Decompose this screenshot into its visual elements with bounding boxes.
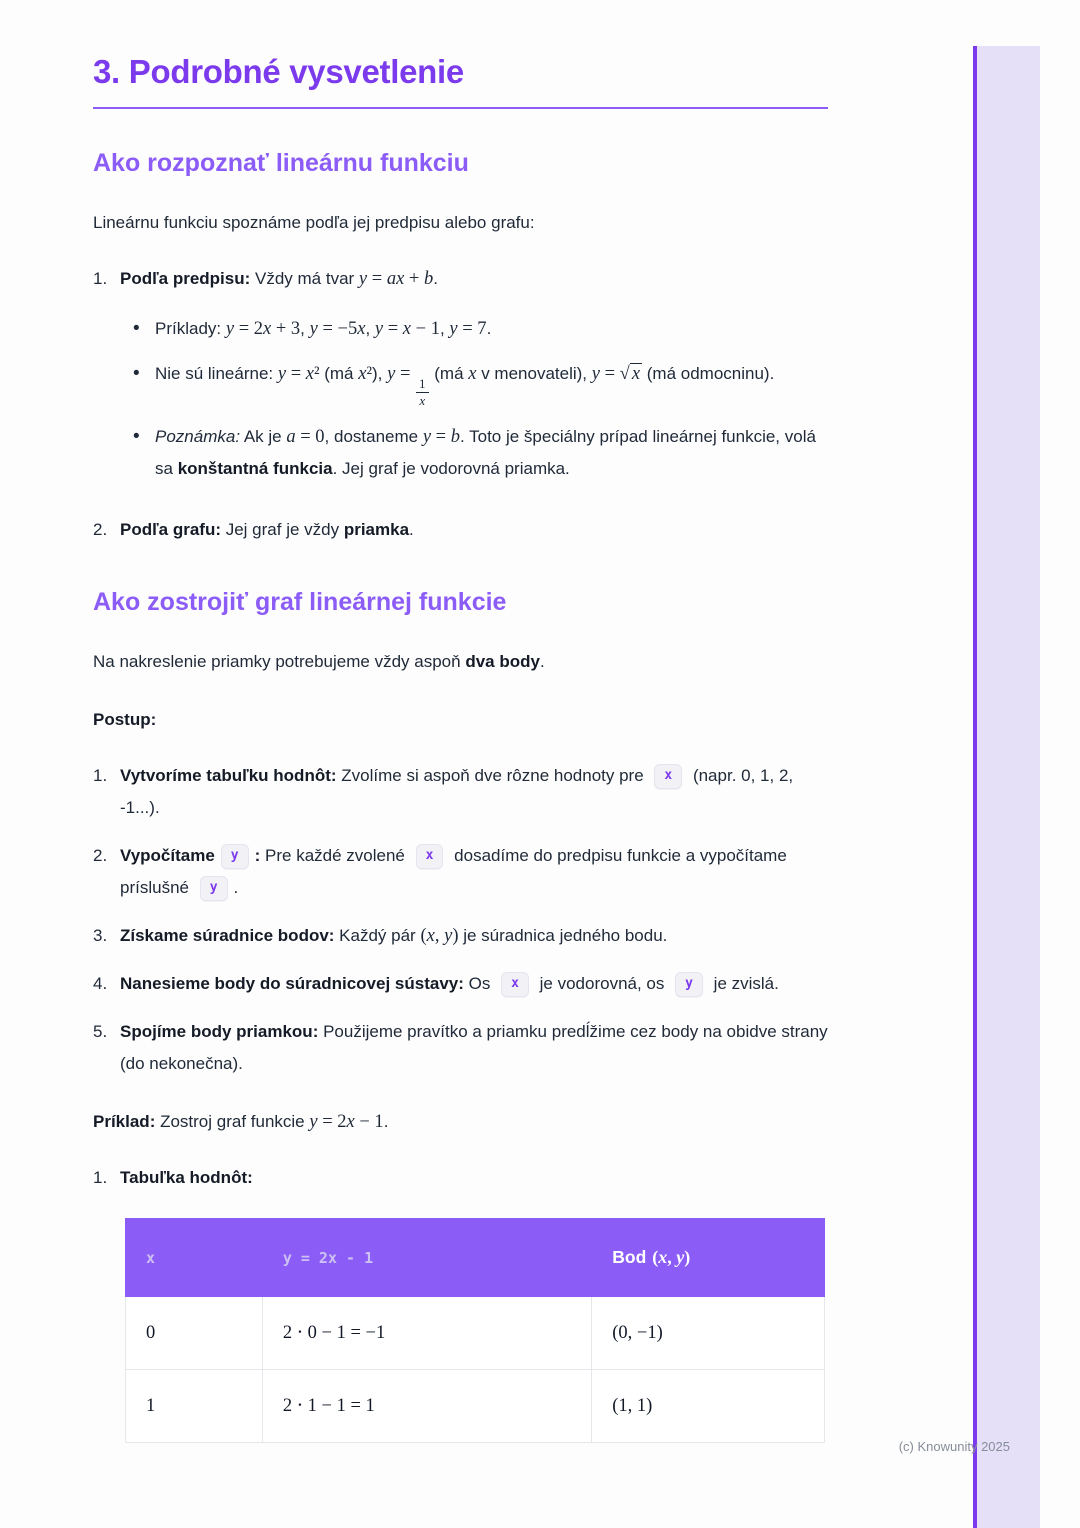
bullet-body <box>155 421 830 485</box>
step-item-4 <box>93 968 830 1000</box>
fraction-denominator: x <box>419 392 426 408</box>
step-item-2 <box>93 840 830 904</box>
table-header-x <box>126 1219 263 1297</box>
bold-label: Vypočítame <box>120 846 215 866</box>
bold-label: Vytvoríme tabuľku hodnôt: <box>120 766 337 786</box>
sub-bullet-list <box>120 313 830 485</box>
list-number: 1. <box>93 766 108 786</box>
header-code-x: x <box>146 1248 156 1267</box>
bullet-marker <box>133 421 155 485</box>
step-body <box>120 920 830 952</box>
text-run: . <box>409 520 414 540</box>
text-run: (má odmocninu). <box>642 364 775 383</box>
text-run: v menovateli), <box>476 364 592 383</box>
text-run: , dostaneme <box>324 427 423 447</box>
fraction <box>416 376 429 408</box>
bold-term: priamka <box>343 520 410 540</box>
radicand: x <box>631 364 641 384</box>
bold-label: Tabuľka hodnôt: <box>120 1168 253 1188</box>
text-run: Každý pár <box>334 926 421 946</box>
text-run: . Toto je špeciálny prípad lineárnej funkcie, volá sa <box>155 427 816 479</box>
bold-label: Postup: <box>93 710 157 730</box>
content-column <box>93 52 830 1443</box>
title-underline <box>93 107 828 109</box>
text-run: . Jej graf je vodorovná priamka. <box>332 459 570 479</box>
code-badge-y: y <box>200 876 228 901</box>
bullet-item-not-linear <box>133 358 830 408</box>
intro-paragraph: Lineárnu funkciu spoznáme podľa jej predpisu alebo grafu: <box>93 213 535 232</box>
code-badge-y: y <box>221 844 249 869</box>
math-expression: y = 2x + 3 <box>225 319 301 339</box>
bold-label: Príklad: <box>93 1112 156 1132</box>
code-badge-x: x <box>416 844 444 869</box>
text-run: . <box>539 652 545 672</box>
bullet-body <box>155 358 830 408</box>
text-run: Vždy má tvar <box>250 269 359 288</box>
math-expression: y = b <box>422 427 460 448</box>
text-run: Jej graf je vždy <box>221 520 344 540</box>
math-expression: (x, y) <box>420 926 459 947</box>
math-expression: y = x² <box>277 364 320 384</box>
header-code-formula: y = 2x - 1 <box>282 1248 374 1267</box>
step-body <box>120 1016 830 1080</box>
step-item-3 <box>93 920 830 952</box>
table-label-item <box>93 1162 830 1194</box>
table-header-row <box>126 1219 825 1297</box>
bold-term: dva body <box>465 652 540 672</box>
text-run: Pre každé zvolené <box>260 846 410 866</box>
text-run: . <box>383 1112 389 1132</box>
math-expression: y = x − 1 <box>374 319 440 339</box>
recognize-list <box>93 263 830 546</box>
math-expression: y = 7 <box>449 319 487 339</box>
list-number: 4. <box>93 974 108 994</box>
bullet-item-note <box>133 421 830 485</box>
text-run <box>120 269 438 288</box>
cell-bod: (0, −1) <box>592 1297 825 1370</box>
header-bod-label: Bod <box>612 1247 647 1268</box>
bold-term: konštantná funkcia <box>177 459 333 479</box>
bold-colon: : <box>254 846 261 866</box>
list-number: 3. <box>93 926 108 946</box>
text-run: dosadíme do predpisu funkcie a vypočítame príslušné <box>120 846 787 898</box>
header-bod-math: (x, y) <box>652 1247 691 1268</box>
section-heading-recognize: Ako rozpoznať lineárnu funkciu <box>93 149 469 177</box>
text-run: je zvislá. <box>708 974 779 994</box>
text-run: (napr. 0, 1, 2, -1...). <box>120 766 794 818</box>
text-run: Použijeme pravítko a priamku predĺžime cez body na obidve strany (do nekonečna). <box>120 1022 828 1074</box>
text-run: Os <box>463 974 496 994</box>
example-paragraph <box>93 1106 830 1138</box>
math-expression: y = −5x <box>309 319 366 339</box>
cell-calc: 2 ⋅ 0 − 1 = −1 <box>262 1297 591 1370</box>
step-body <box>120 760 830 824</box>
list-item-predpis <box>93 263 830 498</box>
step-item-1 <box>93 760 830 824</box>
bold-label: Nanesieme body do súradnicovej sústavy: <box>120 974 464 994</box>
cell-x: 1 <box>126 1370 263 1443</box>
text-run: (má <box>429 364 469 383</box>
text-run: , <box>365 319 375 338</box>
math-expression: y = 2x − 1 <box>309 1112 384 1133</box>
text-run: Na nakreslenie priamky potrebujeme vždy aspoň <box>93 652 466 672</box>
list-item-body <box>120 514 830 546</box>
fraction-numerator: 1 <box>416 376 429 393</box>
math-expression: y = <box>387 364 416 384</box>
list-number: 2. <box>93 520 108 540</box>
step-item-5 <box>93 1016 830 1080</box>
list-item-body <box>120 1162 830 1194</box>
text-run: . <box>233 878 239 898</box>
radical-sign: √ <box>619 364 630 384</box>
list-number: 1. <box>93 269 108 288</box>
italic-label: Poznámka: <box>155 427 241 447</box>
bold-label: Získame súradnice bodov: <box>120 926 335 946</box>
cell-bod: (1, 1) <box>592 1370 825 1443</box>
list-number: 5. <box>93 1022 108 1042</box>
postup-label <box>93 704 830 736</box>
section-heading-construct: Ako zostrojiť graf lineárnej funkcie <box>93 588 507 617</box>
text-run: . <box>486 319 492 338</box>
cell-calc: 2 ⋅ 1 − 1 = 1 <box>262 1370 591 1443</box>
math-expression: x <box>468 364 477 384</box>
scrollbar-track[interactable] <box>977 46 1040 1528</box>
bullet-marker <box>133 358 155 408</box>
math-expression: y = ax + b <box>358 269 434 289</box>
text-run: Zostroj graf funkcie <box>155 1112 310 1132</box>
text-run: (má <box>319 364 359 383</box>
construct-intro <box>93 646 830 678</box>
step-body <box>120 840 830 904</box>
table-row <box>126 1297 825 1370</box>
text-run: je vodorovná, os <box>534 974 670 994</box>
values-table <box>125 1218 825 1443</box>
list-number: 2. <box>93 846 108 866</box>
cell-x: 0 <box>126 1297 263 1370</box>
bold-label: Podľa grafu: <box>120 520 221 540</box>
text-run: Príklady: <box>155 319 226 338</box>
code-badge-x: x <box>501 972 529 997</box>
code-badge-y: y <box>675 972 703 997</box>
bold-label: Podľa predpisu: <box>120 269 251 288</box>
bullet-item-examples <box>133 313 830 345</box>
step-body <box>120 968 830 1000</box>
bold-label: Spojíme body priamkou: <box>120 1022 319 1042</box>
table-header-bod <box>592 1219 825 1297</box>
steps-list <box>93 760 830 1080</box>
text-run: Nie sú lineárne: <box>155 364 278 383</box>
copyright-watermark: (c) Knowunity 2025 <box>898 1439 1010 1454</box>
list-item-body <box>120 263 830 498</box>
list-item-graf <box>93 514 830 546</box>
table-header-formula <box>262 1219 591 1297</box>
text-run: , <box>439 319 450 338</box>
table-label-list <box>93 1162 830 1194</box>
text-run: . <box>433 269 438 288</box>
text-run: ), <box>372 364 388 383</box>
bullet-marker <box>133 313 155 345</box>
text-run: Ak je <box>240 427 287 447</box>
text-run: , <box>300 319 310 338</box>
text-run: Zvolíme si aspoň dve rôzne hodnoty pre <box>336 766 649 786</box>
table-row <box>126 1370 825 1443</box>
bullet-body <box>155 313 830 345</box>
square-root <box>620 363 642 384</box>
code-badge-x: x <box>654 764 682 789</box>
text-run: je súradnica jedného bodu. <box>458 926 668 946</box>
list-number: 1. <box>93 1168 108 1188</box>
math-expression: a = 0 <box>286 427 325 448</box>
math-expression: y = <box>591 364 620 384</box>
page-title: 3. Podrobné vysvetlenie <box>93 53 464 90</box>
math-expression: x² <box>358 364 373 384</box>
